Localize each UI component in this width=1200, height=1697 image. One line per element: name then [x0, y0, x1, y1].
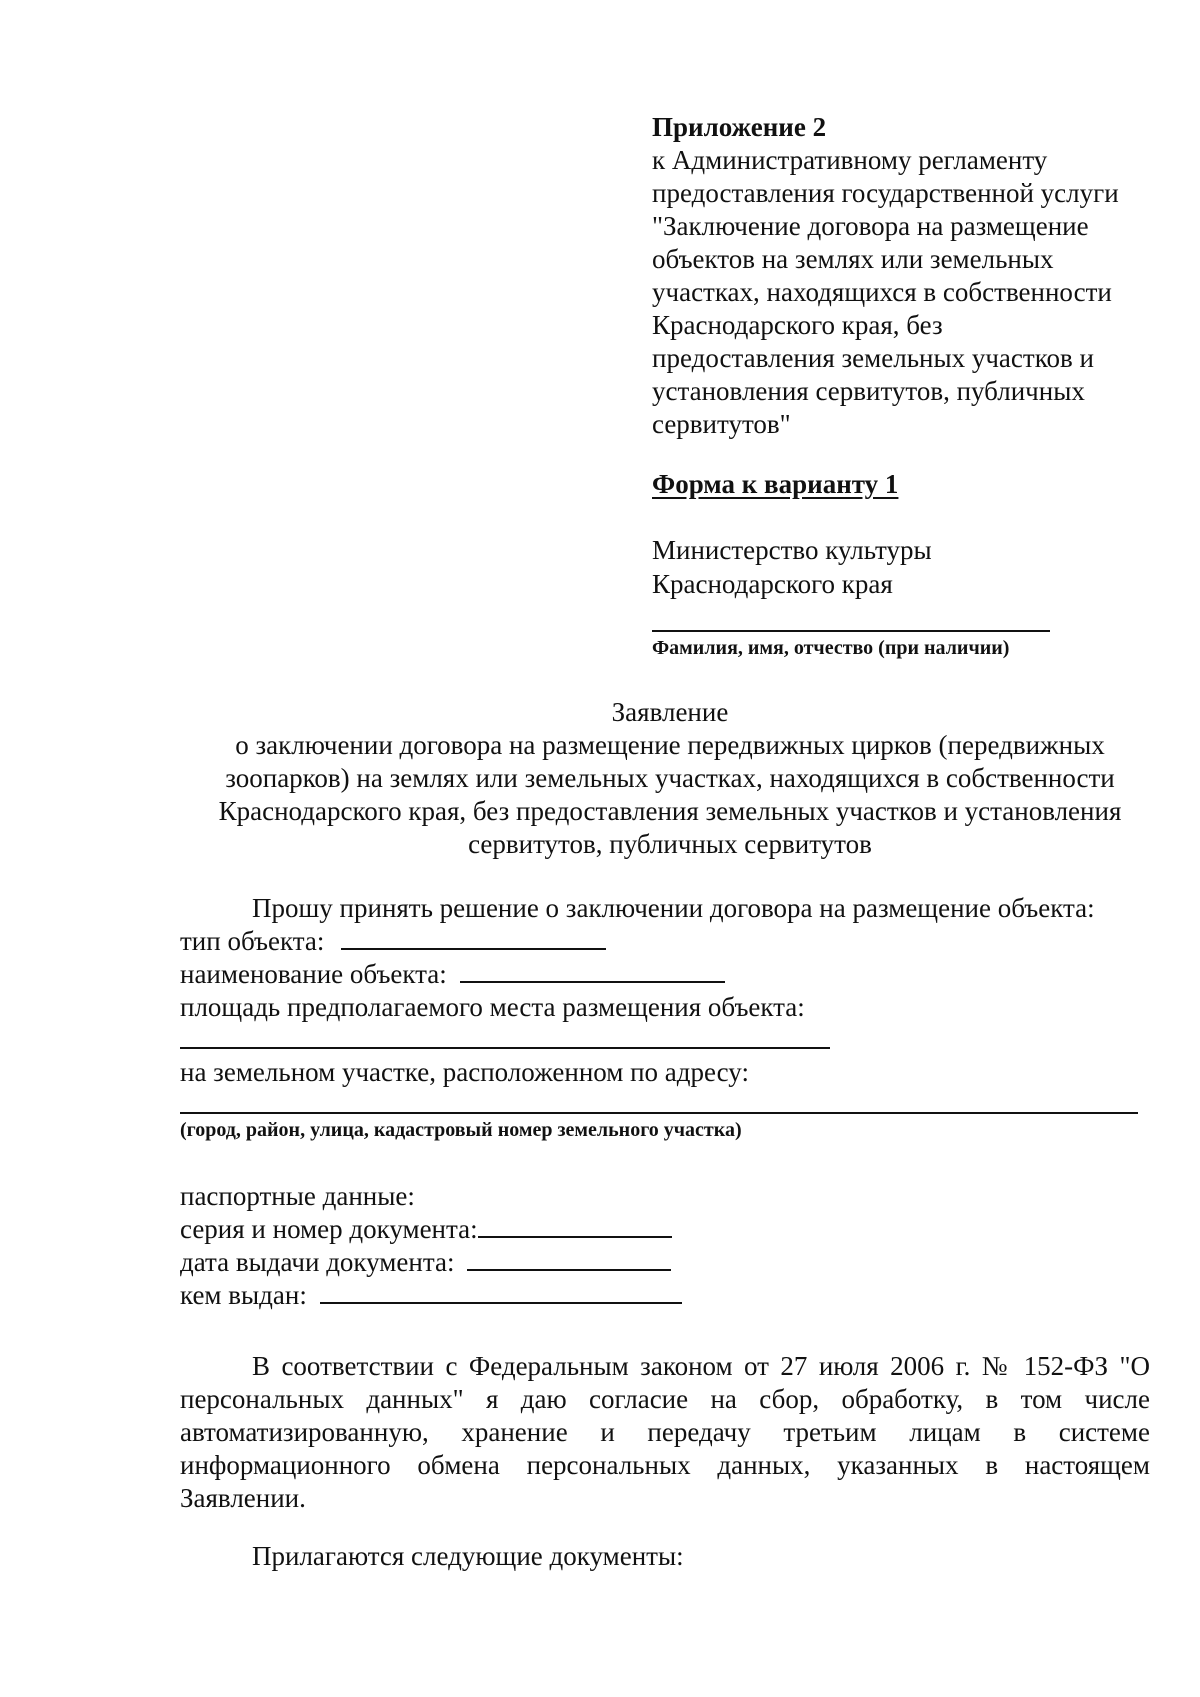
statement-line: зоопарков) на землях или земельных участках, находящихся в собственности	[225, 763, 1115, 793]
request-intro: Прошу принять решение о заключении договора на размещение объекта:	[252, 893, 1095, 923]
consent-line-2: персональных данных" я даю согласие на сбор, обработку, в том числе	[180, 1384, 1150, 1414]
object-name-field[interactable]	[460, 959, 725, 983]
appendix-line: участках, находящихся в собственности	[652, 277, 1112, 307]
passport-date-label: дата выдачи документа:	[180, 1247, 455, 1277]
address-caption: (город, район, улица, кадастровый номер земельного участка)	[180, 1119, 742, 1141]
appendix-line: предоставления земельных участков и	[652, 343, 1094, 373]
consent-line-5: Заявлении.	[180, 1483, 306, 1513]
statement-heading	[170, 696, 1170, 861]
form-variant-title: Форма к варианту 1	[652, 469, 899, 499]
object-type-field[interactable]	[341, 926, 606, 950]
statement-title: Заявление	[611, 697, 729, 727]
area-field[interactable]	[180, 1047, 830, 1049]
statement-line: Краснодарского края, без предоставления земельных участков и установления	[218, 796, 1122, 826]
appendix-line: объектов на землях или земельных	[652, 244, 1054, 274]
fio-caption: Фамилия, имя, отчество (при наличии)	[652, 637, 1010, 659]
consent-paragraph	[180, 1350, 1150, 1515]
appendix-line: сервитутов"	[652, 409, 791, 439]
passport-series-field[interactable]	[478, 1214, 672, 1238]
passport-issued-label: кем выдан:	[180, 1280, 307, 1310]
object-name-label: наименование объекта:	[180, 959, 447, 989]
object-type-row	[180, 925, 606, 958]
passport-issued-row	[180, 1279, 682, 1312]
address-label: на земельном участке, расположенном по адресу:	[180, 1057, 749, 1087]
passport-series-row	[180, 1213, 672, 1246]
object-type-label: тип объекта:	[180, 926, 325, 956]
recipient-block	[652, 533, 932, 601]
consent-line-4: информационного обмена персональных данных, указанных в настоящем	[180, 1450, 1150, 1480]
appendix-line: Краснодарского края, без	[652, 310, 943, 340]
fio-field-line[interactable]	[652, 630, 1050, 632]
appendix-line: предоставления государственной услуги	[652, 178, 1119, 208]
passport-date-field[interactable]	[467, 1247, 671, 1271]
address-field[interactable]	[180, 1112, 1138, 1114]
passport-series-label: серия и номер документа:	[180, 1214, 478, 1244]
recipient-line-2: Краснодарского края	[652, 569, 893, 599]
appendix-line: "Заключение договора на размещение	[652, 211, 1089, 241]
appendix-header	[652, 111, 1172, 441]
consent-line	[180, 1350, 1150, 1383]
area-label: площадь предполагаемого места размещения объекта:	[180, 992, 805, 1022]
appendix-line: установления сервитутов, публичных	[652, 376, 1085, 406]
object-name-row	[180, 958, 725, 991]
statement-line: о заключении договора на размещение передвижных цирков (передвижных	[235, 730, 1105, 760]
attached-documents-label: Прилагаются следующие документы:	[252, 1541, 684, 1571]
passport-date-row	[180, 1246, 671, 1279]
appendix-line: к Административному регламенту	[652, 145, 1048, 175]
passport-label: паспортные данные:	[180, 1181, 415, 1211]
consent-line-3: автоматизированную, хранение и передачу третьим лицам в системе	[180, 1417, 1150, 1447]
recipient-line-1: Министерство культуры	[652, 535, 932, 565]
appendix-title: Приложение 2	[652, 112, 827, 142]
consent-line-1-text: В соответствии с Федеральным законом от 27 июля 2006 г. № 152-ФЗ "О	[252, 1351, 1150, 1381]
passport-issued-field[interactable]	[320, 1280, 682, 1304]
statement-line: сервитутов, публичных сервитутов	[468, 829, 872, 859]
